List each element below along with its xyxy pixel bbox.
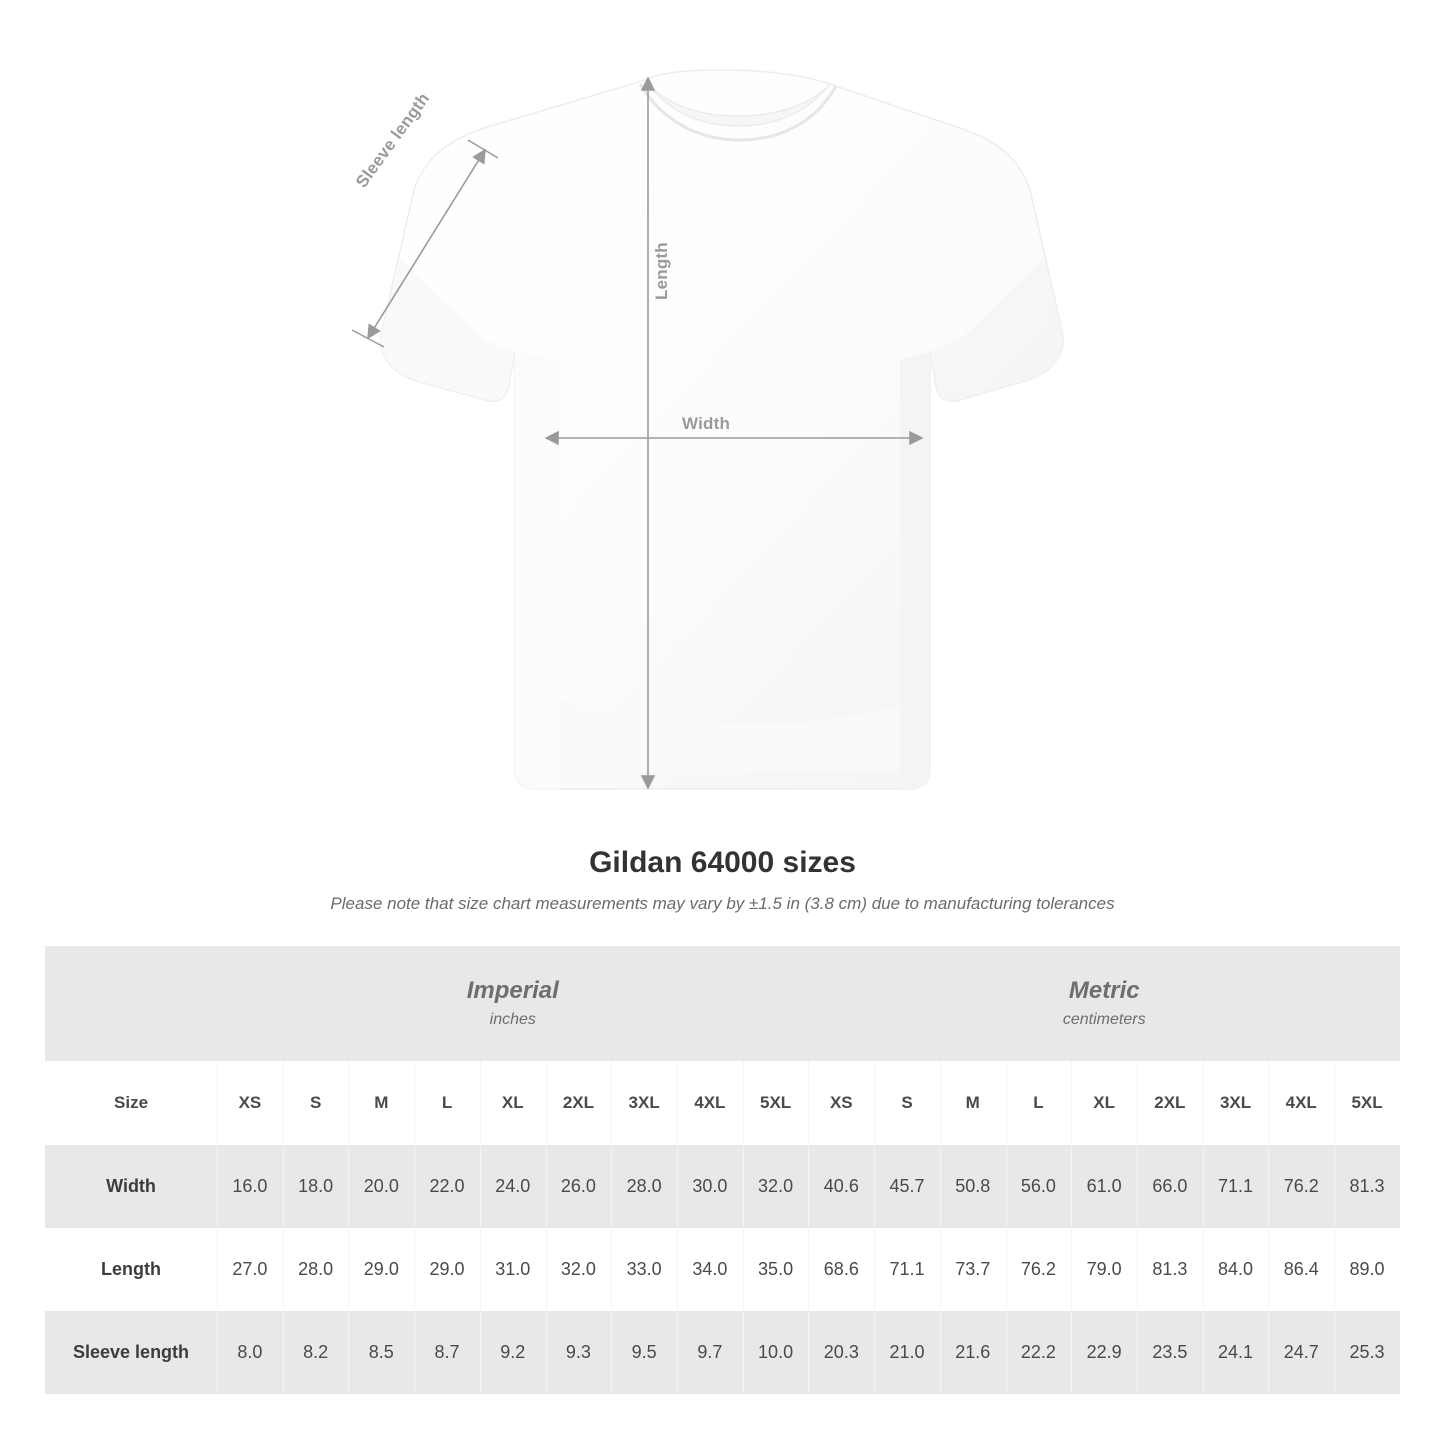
size-header-cell: 4XL xyxy=(677,1061,743,1145)
cell-sleeve-s-cm: 21.0 xyxy=(874,1311,940,1394)
cell-length-4xl-cm: 86.4 xyxy=(1268,1228,1334,1311)
cell-width-xl-cm: 61.0 xyxy=(1071,1145,1137,1228)
size-header-cell: 5XL xyxy=(743,1061,809,1145)
cell-sleeve-l: 8.7 xyxy=(414,1311,480,1394)
cell-sleeve-3xl-cm: 24.1 xyxy=(1203,1311,1269,1394)
size-header-cell: XL xyxy=(1071,1061,1137,1145)
size-header-cell: L xyxy=(1006,1061,1072,1145)
cell-sleeve-s: 8.2 xyxy=(283,1311,349,1394)
cell-sleeve-xs-cm: 20.3 xyxy=(808,1311,874,1394)
cell-sleeve-m-cm: 21.6 xyxy=(940,1311,1006,1394)
cell-length-s-cm: 71.1 xyxy=(874,1228,940,1311)
width-label: Width xyxy=(682,414,731,433)
cell-length-2xl: 32.0 xyxy=(546,1228,612,1311)
cell-length-2xl-cm: 81.3 xyxy=(1137,1228,1203,1311)
unit-metric-cell xyxy=(808,946,1400,1061)
cell-width-5xl: 32.0 xyxy=(743,1145,809,1228)
cell-length-s: 28.0 xyxy=(283,1228,349,1311)
tolerance-note: Please note that size chart measurements may vary by ±1.5 in (3.8 cm) due to manufacturing tolerances xyxy=(330,894,1115,913)
size-header-row xyxy=(45,1061,1400,1145)
size-header-cell: 3XL xyxy=(611,1061,677,1145)
size-header-cell: XS xyxy=(217,1061,283,1145)
cell-width-xl: 24.0 xyxy=(480,1145,546,1228)
unit-metric-name: Metric xyxy=(1068,976,1140,1004)
units-header-row xyxy=(45,946,1400,1061)
size-header-cell: M xyxy=(940,1061,1006,1145)
cell-length-5xl: 35.0 xyxy=(743,1228,809,1311)
size-header-cell: 4XL xyxy=(1268,1061,1334,1145)
cell-sleeve-xs: 8.0 xyxy=(217,1311,283,1394)
length-label: Length xyxy=(652,242,671,300)
unit-metric-sub: centimeters xyxy=(1062,1010,1146,1028)
cell-width-4xl: 30.0 xyxy=(677,1145,743,1228)
size-header-cell: 2XL xyxy=(1137,1061,1203,1145)
cell-sleeve-4xl: 9.7 xyxy=(677,1311,743,1394)
cell-width-5xl-cm: 81.3 xyxy=(1334,1145,1400,1228)
cell-sleeve-2xl: 9.3 xyxy=(546,1311,612,1394)
cell-sleeve-2xl-cm: 23.5 xyxy=(1137,1311,1203,1394)
cell-length-3xl: 33.0 xyxy=(611,1228,677,1311)
table-row xyxy=(45,1145,1400,1228)
cell-length-l-cm: 76.2 xyxy=(1006,1228,1072,1311)
size-header-cell: S xyxy=(283,1061,349,1145)
cell-sleeve-xl: 9.2 xyxy=(480,1311,546,1394)
cell-length-3xl-cm: 84.0 xyxy=(1203,1228,1269,1311)
cell-length-l: 29.0 xyxy=(414,1228,480,1311)
size-table-container xyxy=(45,946,1400,1394)
cell-length-xs: 27.0 xyxy=(217,1228,283,1311)
size-table xyxy=(45,946,1400,1394)
size-header-cell: 3XL xyxy=(1203,1061,1269,1145)
page-title: Gildan 64000 sizes xyxy=(589,846,856,879)
cell-sleeve-l-cm: 22.2 xyxy=(1006,1311,1072,1394)
row-label-length: Length xyxy=(101,1259,162,1279)
cell-length-4xl: 34.0 xyxy=(677,1228,743,1311)
unit-imperial-name: Imperial xyxy=(466,976,559,1004)
size-header-cell: XL xyxy=(480,1061,546,1145)
cell-width-3xl: 28.0 xyxy=(611,1145,677,1228)
cell-length-xl-cm: 79.0 xyxy=(1071,1228,1137,1311)
cell-length-m-cm: 73.7 xyxy=(940,1228,1006,1311)
table-row xyxy=(45,1311,1400,1394)
unit-imperial-cell xyxy=(217,946,808,1061)
cell-width-s-cm: 45.7 xyxy=(874,1145,940,1228)
cell-width-s: 18.0 xyxy=(283,1145,349,1228)
cell-length-xs-cm: 68.6 xyxy=(808,1228,874,1311)
size-header-cell: M xyxy=(348,1061,414,1145)
cell-width-l-cm: 56.0 xyxy=(1006,1145,1072,1228)
unit-imperial-sub: inches xyxy=(489,1010,536,1028)
cell-length-5xl-cm: 89.0 xyxy=(1334,1228,1400,1311)
size-header-cell: L xyxy=(414,1061,480,1145)
cell-length-m: 29.0 xyxy=(348,1228,414,1311)
size-header-cell: 5XL xyxy=(1334,1061,1400,1145)
cell-width-3xl-cm: 71.1 xyxy=(1203,1145,1269,1228)
units-spacer-cell xyxy=(45,946,217,1061)
cell-width-l: 22.0 xyxy=(414,1145,480,1228)
cell-sleeve-5xl: 10.0 xyxy=(743,1311,809,1394)
cell-width-2xl-cm: 66.0 xyxy=(1137,1145,1203,1228)
cell-sleeve-4xl-cm: 24.7 xyxy=(1268,1311,1334,1394)
cell-width-2xl: 26.0 xyxy=(546,1145,612,1228)
cell-length-xl: 31.0 xyxy=(480,1228,546,1311)
cell-width-m: 20.0 xyxy=(348,1145,414,1228)
row-label-sleeve-length: Sleeve length xyxy=(73,1342,190,1362)
size-header-cell: 2XL xyxy=(546,1061,612,1145)
cell-width-4xl-cm: 76.2 xyxy=(1268,1145,1334,1228)
size-header-label: Size xyxy=(114,1093,149,1112)
cell-width-xs-cm: 40.6 xyxy=(808,1145,874,1228)
size-header-cell: XS xyxy=(808,1061,874,1145)
sleeve-length-label: Sleeve length xyxy=(352,89,434,192)
size-header-cell: S xyxy=(874,1061,940,1145)
cell-sleeve-xl-cm: 22.9 xyxy=(1071,1311,1137,1394)
cell-sleeve-m: 8.5 xyxy=(348,1311,414,1394)
cell-width-xs: 16.0 xyxy=(217,1145,283,1228)
row-label-width: Width xyxy=(106,1176,156,1196)
cell-sleeve-5xl-cm: 25.3 xyxy=(1334,1311,1400,1394)
cell-sleeve-3xl: 9.5 xyxy=(611,1311,677,1394)
table-row xyxy=(45,1228,1400,1311)
cell-width-m-cm: 50.8 xyxy=(940,1145,1006,1228)
